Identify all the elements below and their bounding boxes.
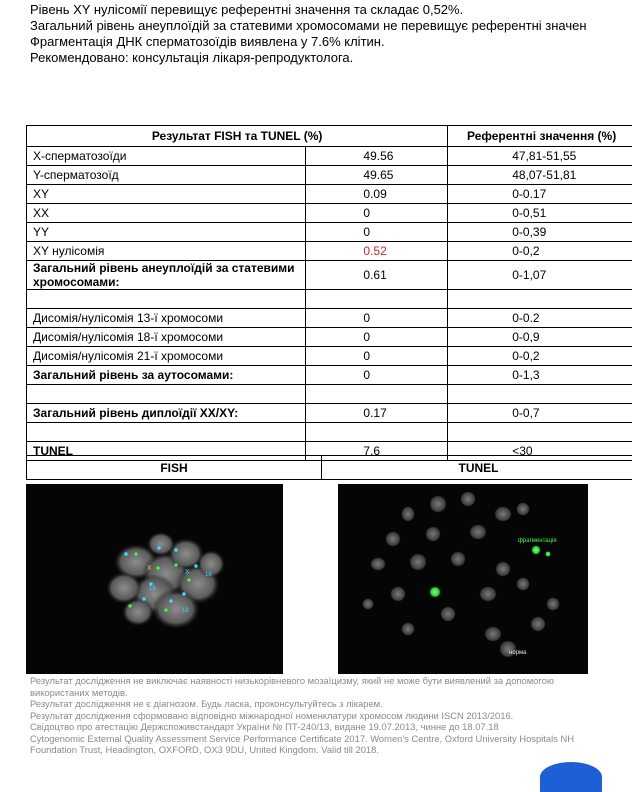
table-row [27,166,632,185]
fish-x-mark: X [147,565,152,572]
table-row [27,147,632,166]
row-reference: 0-1,07 [512,268,546,282]
row-value: 7.6 [363,444,380,458]
header-result: Результат FISH та TUNEL (%) [27,126,448,147]
row-label: Дисомія/нулісомія 18-ї хромосоми [27,328,306,347]
footer-line: Результат дослідження не є діагнозом. Будь ласка, проконсультуйтесь з лікарем. [30,698,574,710]
row-label: TUNEL [27,442,306,461]
table-row [27,309,632,328]
row-label: Загальний рівень анеуплоїдій за статевими хромосомами: [27,261,306,290]
decorative-blue-shape [540,762,602,792]
row-value: 0 [363,206,370,220]
footer-line: Результат дослідження сформовано відповідно міжнародної номенклатури хромосом людини ISCN 2013/2016. [30,710,574,722]
row-value: 0 [363,311,370,325]
table-row [27,404,632,423]
row-reference: <30 [512,444,532,458]
table-row [27,242,632,261]
footer-line: використаних методів. [30,687,574,699]
footer-notes [30,675,574,756]
row-label: Y-сперматозоїд [27,166,306,185]
fish-18-label: 18 [182,608,189,614]
row-value: 0.17 [363,406,386,420]
row-value: 0 [363,368,370,382]
row-reference: 0-0.2 [512,311,539,325]
row-reference: 48,07-51,81 [512,168,576,182]
fish-18-label: 18 [205,572,212,578]
fish-microscopy-image [26,484,283,674]
row-label: XY нулісомія [27,242,306,261]
header-reference: Референтні значення (%) [448,126,632,147]
row-value: 0.09 [363,187,386,201]
footer-line: Результат дослідження не виключає наявності низькорівневого мозаїцизму, який не може бути виявлений за допомогою [30,675,574,687]
row-label: Дисомія/нулісомія 21-ї хромосоми [27,347,306,366]
table-row [27,366,632,385]
summary-line: Рівень XY нулісомії перевищує референтні значення та складає 0,52%. [30,2,587,18]
row-reference: 0-0,2 [512,244,539,258]
row-reference: 47,81-51,55 [512,149,576,163]
row-value-highlighted: 0.52 [363,244,386,258]
row-label: X-сперматозоїди [27,147,306,166]
row-reference: 0-1,3 [512,368,539,382]
footer-line: Foundation Trust, Headington, OXFORD, OX3 9DU, United Kingdom. Valid till 2018. [30,744,574,756]
tunel-microscopy-image [338,484,588,674]
table-row [27,223,632,242]
row-value: 49.56 [363,149,393,163]
summary-line: Загальний рівень анеуплоїдій за статевими хромосомами не перевищує референтні значен [30,18,587,34]
fish-x-mark: X [185,569,190,576]
table-row [27,328,632,347]
row-reference: 0-0,7 [512,406,539,420]
table-row [27,347,632,366]
norm-label: норма [509,650,527,656]
row-label: Загальний рівень диплоїдії XX/XY: [27,404,306,423]
footer-line: Свідоцтво про атестацію Держспоживстандарт України № ПТ-240/13, видане 19.07.2013, чинне до 18.07.18 [30,721,574,733]
row-reference: 0-0,9 [512,330,539,344]
table-row-empty [27,290,632,309]
summary-line: Рекомендовано: консультація лікаря-репродуктолога. [30,50,587,66]
summary-line: Фрагментація ДНК сперматозоїдів виявлена у 7.6% клітин. [30,34,587,50]
tunel-image-title: TUNEL [322,455,632,480]
row-reference: 0-0,39 [512,225,546,239]
table-row-empty [27,385,632,404]
fish-image-title: FISH [26,455,322,480]
row-reference: 0-0,2 [512,349,539,363]
table-row-empty [27,423,632,442]
image-header-row [26,455,632,480]
row-value: 0.61 [363,268,386,282]
row-label: Загальний рівень за аутосомами: [27,366,306,385]
fragmentation-label: фрагментація [518,538,557,544]
row-value: 0 [363,330,370,344]
row-value: 0 [363,349,370,363]
table-row [27,261,632,290]
row-label: XX [27,204,306,223]
table-row [27,185,632,204]
row-reference: 0-0,51 [512,206,546,220]
row-label: YY [27,223,306,242]
row-reference: 0-0.17 [512,187,546,201]
results-table [26,125,632,461]
summary-block [30,2,587,66]
fish-18-label: 18 [149,586,156,592]
footer-line: Cytogenomic External Quality Assessment Service Performance Certificate 2017. Women's Centre, Oxford University Hospitals NH [30,733,574,745]
table-header-row [27,126,632,147]
row-label: Дисомія/нулісомія 13-ї хромосоми [27,309,306,328]
row-value: 49.65 [363,168,393,182]
row-value: 0 [363,225,370,239]
table-row [27,204,632,223]
row-label: XY [27,185,306,204]
